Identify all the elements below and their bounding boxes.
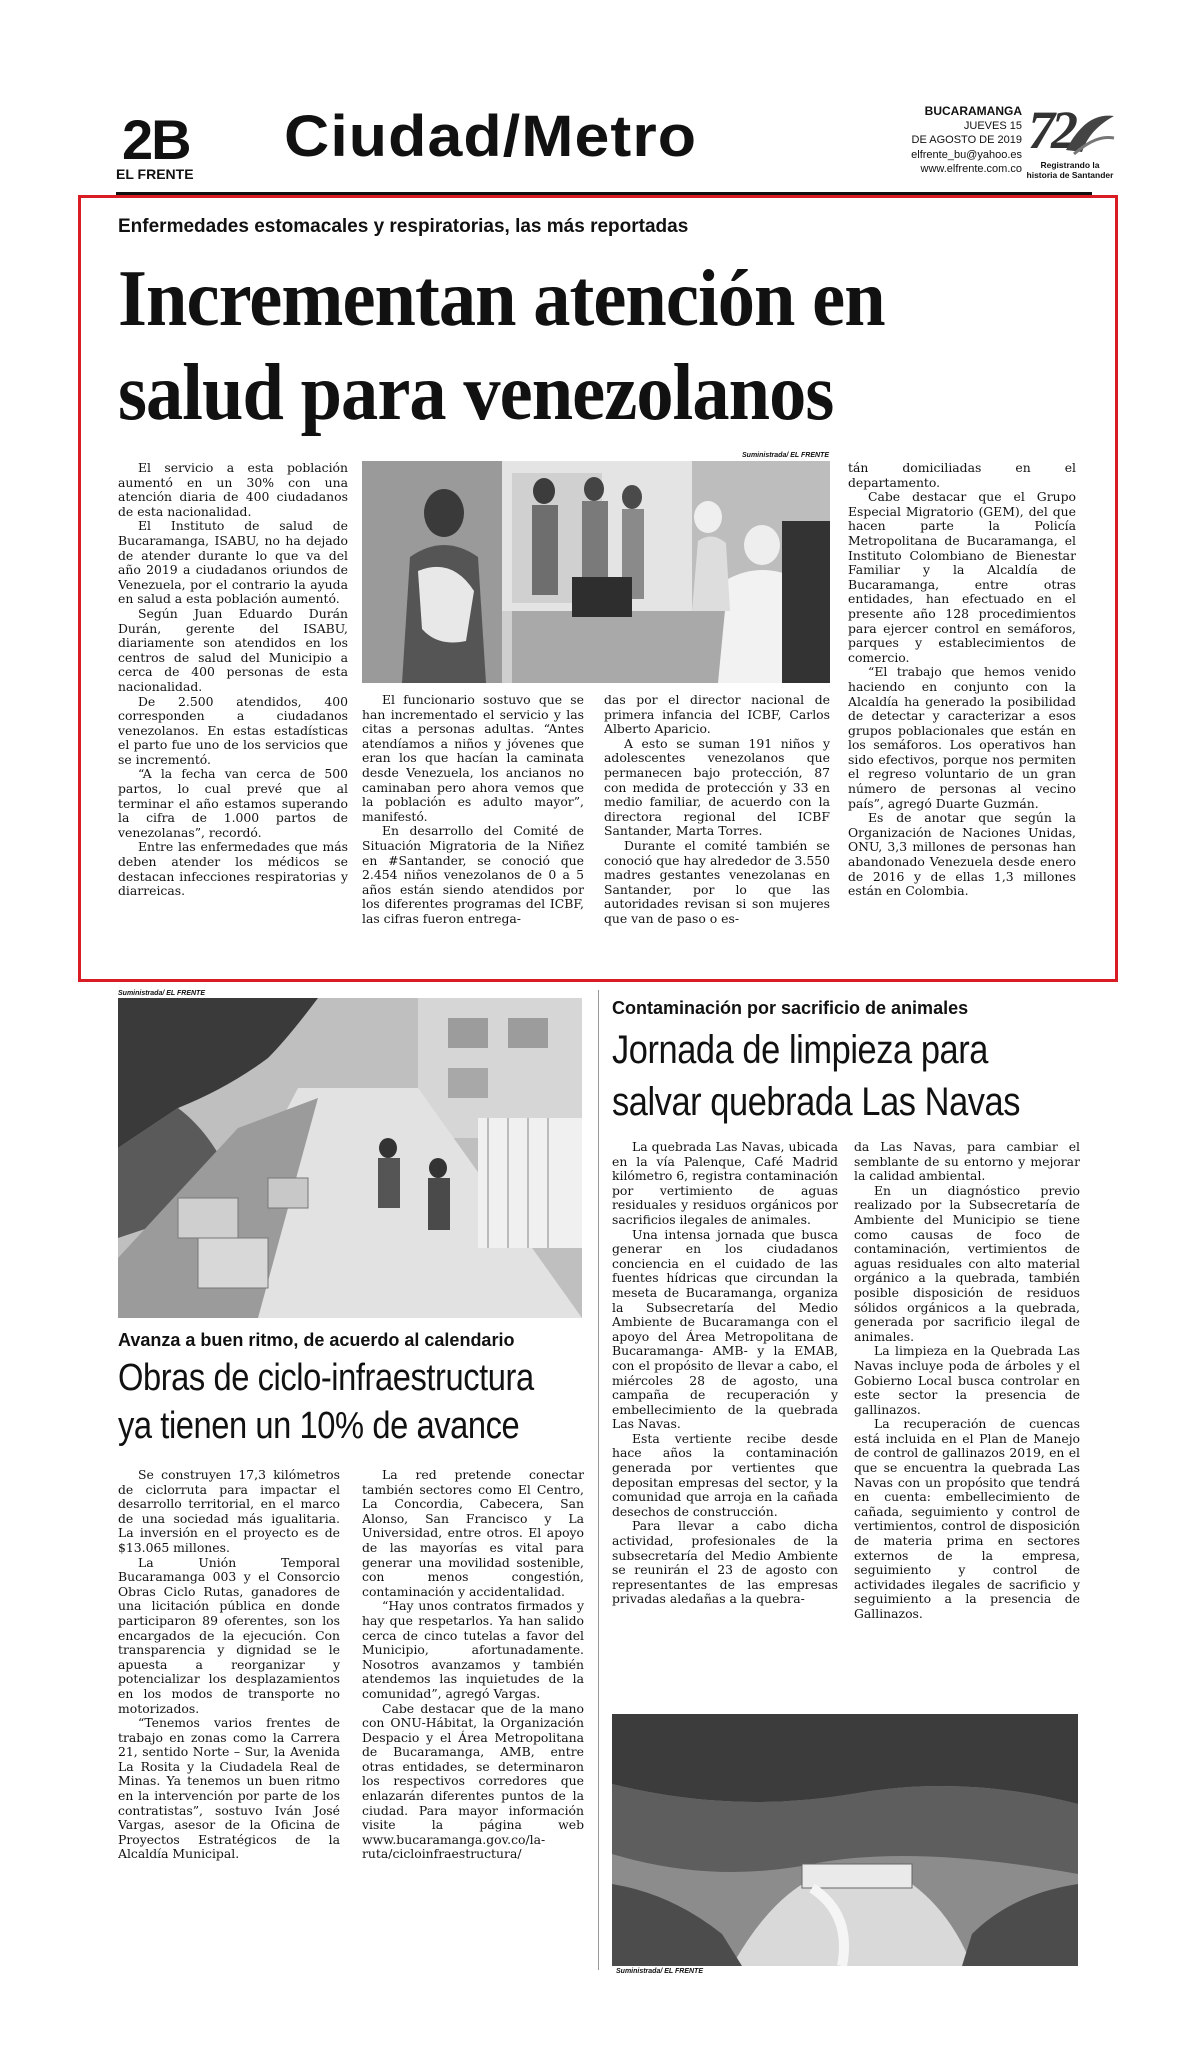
paper-name: EL FRENTE (116, 166, 194, 182)
article1-column-4 (848, 461, 1076, 969)
paragraph: Entre las enfermedades que más deben atender los médicos se destacan infecciones respiratorias y diarreicas. (118, 839, 348, 899)
article3-headline-line2: salvar quebrada Las Navas (612, 1080, 1021, 1124)
article3-column-2 (854, 1140, 1080, 1700)
paragraph: “Hay unos contratos firmados y hay que respetarlos. Ya han salido cerca de cinco tutelas a favor del Municipio, afortunadamente. Nosotros avanzamos y también atendemos las inquietudes de la comunidad”, agregó Vargas. (362, 1598, 584, 1701)
column-divider (598, 990, 599, 1970)
paragraph: Para llevar a cabo dicha actividad, profesionales de la subsecretaría del Medio Ambiente se reunirán el 23 de agosto con representantes de las empresas privadas aledañas a la quebra- (612, 1518, 838, 1607)
masthead-date-day: JUEVES 15 (963, 119, 1022, 132)
paragraph: De 2.500 atendidos, 400 corresponden a ciudadanos venezolanos. En estas estadísticas el parto fue uno de los servicios que se incrementó. (118, 693, 348, 767)
article1-photo (362, 461, 830, 683)
logo-mark: 72 (1028, 100, 1074, 160)
article3-photo (612, 1714, 1078, 1966)
paragraph: Una intensa jornada que busca generar en los ciudadanos conciencia en el cuidado de las fuentes hídricas que circundan la meseta de Bucaramanga, organiza la Subsecretaría del Medio Ambiente de Bucaramanga con el apoyo del Área Metropolitana de Bucaramanga- AMB- y la EMAB, con el propósito de llevar a cabo, el miércoles 28 de agosto, una campaña de recuperación y embellecimiento de la quebrada Las Navas. (612, 1226, 838, 1432)
article3-column-1 (612, 1140, 838, 1700)
paragraph: Según Juan Eduardo Durán Durán, gerente del ISABU, diariamente son atendidos en los centros de salud del Municipio a cerca de 400 personas de esta nacionalidad. (118, 605, 348, 694)
masthead-email[interactable]: elfrente_bu@yahoo.es (911, 148, 1022, 161)
masthead-date: DE AGOSTO DE 2019 (911, 134, 1022, 146)
article1-photo-credit: Suministrada/ EL FRENTE (742, 452, 829, 459)
article3-headline-line1: Jornada de limpieza para (612, 1028, 988, 1072)
article1-kicker: Enfermedades estomacales y respiratorias, las más reportadas (118, 216, 689, 237)
paragraph: Durante el comité también se conoció que hay alrededor de 3.550 madres gestantes venezolanas en Santander, por lo que las autoridades revisan si son mujeres que van de paso o es- (604, 837, 830, 926)
article3-kicker: Contaminación por sacrificio de animales (612, 998, 969, 1018)
masthead-city: BUCARAMANGA (924, 104, 1022, 118)
page-number: 2B (122, 108, 190, 171)
paragraph: La quebrada Las Navas, ubicada en la vía Palenque, Café Madrid kilómetro 6, registra contaminación por vertimiento de aguas residuales y residuos orgánicos por sacrificios ilegales de animales. (612, 1140, 838, 1227)
section-title: Ciudad/Metro (284, 104, 698, 169)
logo-swoosh-icon (1064, 110, 1116, 156)
article2-column-1 (118, 1468, 340, 1966)
paragraph: Cabe destacar que el Grupo Especial Migratorio (GEM), del que hacen parte la Policía Metropolitana de Bucaramanga, el Instituto Colombiano de Bienestar Familiar y la Alcaldía de Bucaramanga, entre otras entidades, han efectuado en el presente año 128 procedimientos para ejercer control en semáforos, parques y establecimientos de comercio. (848, 489, 1076, 665)
article2-photo-credit: Suministrada/ EL FRENTE (118, 990, 205, 997)
paragraph: La limpieza en la Quebrada Las Navas incluye poda de árboles y el Gobierno Local busca controlar en este sector la presencia de gallinazos. (854, 1343, 1080, 1417)
article2-photo (118, 998, 582, 1318)
paragraph: La red pretende conectar también sectores como El Centro, La Concordia, Cabecera, San Alonso, San Francisco y La Universidad, entre otros. El apoyo de las mayorías es vital para generar una movilidad sostenible, con menos congestión, contaminación y accidentalidad. (362, 1468, 584, 1599)
article2-headline-line2: ya tienen un 10% de avance (118, 1405, 520, 1447)
paragraph: Se construyen 17,3 kilómetros de ciclorruta para impactar el desarrollo territorial, en el marco de una sociedad más igualitaria. La inversión en el proyecto es de $13.065 millones. (118, 1468, 340, 1555)
article1-column-1 (118, 461, 348, 969)
article3-photo-credit: Suministrada/ EL FRENTE (616, 1968, 703, 1975)
masthead-info (860, 104, 1022, 177)
article2-kicker: Avanza a buen ritmo, de acuerdo al calendario (118, 1330, 515, 1350)
paragraph: La recuperación de cuencas está incluida en el Plan de Manejo de control de gallinazos 2019, en el que se encuentra la quebrada Las Navas con un propósito que tendrá en cuenta: embellecimiento de cañada, seguimiento y control de vertimientos, control de disposición de materia prima en sectores externos de la empresa, seguimiento y control de actividades ilegales de sacrificio y seguimiento a la presencia de Gallinazos. (854, 1416, 1080, 1621)
paragraph: “El trabajo que hemos venido haciendo en conjunto con la Alcaldía ha generado la posibilidad de detectar y caracterizar a esos grupos poblacionales que están en los semáforos. Los operativos han sido efectivos, porque nos permiten el regreso voluntario de un gran número de personas al vecino país”, agregó Duarte Guzmán. (848, 664, 1076, 811)
paragraph: da Las Navas, para cambiar el semblante de su entorno y mejorar la calidad ambiental. (854, 1140, 1080, 1184)
paragraph: El servicio a esta población aumentó en un 30% con una atención diaria de 400 ciudadanos de esta nacionalidad. (118, 461, 348, 519)
paragraph: En un diagnóstico previo realizado por la Subsecretaría de Ambiente del Municipio se tiene como causas de foco de contaminación, vertimientos de aguas residuales con alto material orgánico a la quebrada, también posible disposición de residuos sólidos orgánicos a la quebrada, generada por sacrificio ilegal de animales. (854, 1182, 1080, 1344)
paragraph: “Tenemos varios frentes de trabajo en zonas como la Carrera 21, sentido Norte – Sur, la Avenida La Rosita y la Ciudadela Real de Minas. Ya tenemos un buen ritmo en la intervención por parte de los contratistas”, sostuvo Iván José Vargas, asesor de la Oficina de Proyectos Estratégicos de la Alcaldía Municipal. (118, 1715, 340, 1862)
paragraph: tán domiciliadas en el departamento. (848, 461, 1076, 490)
article3-headline (612, 1024, 1076, 1128)
paragraph: El Instituto de salud de Bucaramanga, ISABU, no ha dejado de atender durante lo que va del año 2019 a ciudadanos oriundos de Venezuela, por el contrario la ayuda en salud a esta población aumentó. (118, 518, 348, 607)
article2-headline-line1: Obras de ciclo-infraestructura (118, 1357, 534, 1399)
paragraph: Esta vertiente recibe desde hace años la contaminación generada por vertientes que depositan empresas del sector, y la comunidad que arroja en la cañada desechos de construcción. (612, 1430, 838, 1519)
paragraph: “A la fecha van cerca de 500 partos, lo cual prevé que al terminar el año estamos superando la cifra de 1.000 partos de venezolanas”, recordó. (118, 766, 348, 840)
article2-column-2 (362, 1468, 584, 1966)
article1-column-2 (362, 693, 584, 969)
paragraph: En desarrollo del Comité de Situación Migratoria de la Niñez en #Santander, se conoció que 2.454 niños venezolanos de 0 a 5 años están siendo atendidos por los diferentes programas del ICBF, las cifras fueron entrega- (362, 823, 584, 926)
paragraph: Cabe destacar que de la mano con ONU-Hábitat, la Organización Despacio y el Área Metropolitana de Bucaramanga, AMB, entre otras entidades, se determinaron los respectivos corredores que enlazarán diferentes puntos de la ciudad. Para mayor información visite la página web www.bucaramanga.gov.co/la-ruta/cicloinfraestructura/ (362, 1700, 584, 1862)
paragraph: das por el director nacional de primera infancia del ICBF, Carlos Alberto Aparicio. (604, 693, 830, 737)
paragraph: Es de anotar que según la Organización de Naciones Unidas, ONU, 3,3 millones de personas han abandonado Venezuela desde enero de 2016 y de ellas 1,3 millones están en Colombia. (848, 810, 1076, 899)
article1-headline-line2: salud para venezolanos (118, 349, 834, 437)
anniversary-logo (1024, 102, 1116, 186)
logo-caption: Registrando la historia de Santander (1026, 160, 1114, 180)
article2-headline (118, 1354, 565, 1450)
paragraph: La Unión Temporal Bucaramanga 003 y el Consorcio Obras Ciclo Rutas, ganadores de una licitación pública en donde participaron 89 oferentes, son los encargados de la ejecución. Con transparencia y dignidad se le apuesta a reorganizar y potencializar los desplazamientos en los modos de transporte no motorizados. (118, 1554, 340, 1716)
article1-headline (118, 252, 1029, 440)
masthead-website[interactable]: www.elfrente.com.co (920, 163, 1022, 175)
article1-headline-line1: Incrementan atención en (118, 255, 885, 343)
paragraph: El funcionario sostuvo que se han incrementado el servicio y las citas a personas adultas. “Antes atendíamos a niños y jóvenes que eran los que hacían la caminata desde Venezuela, los ancianos no caminaban pero ahora vemos que la población es adulto mayor”, manifestó. (362, 693, 584, 824)
paragraph: A esto se suman 191 niños y adolescentes venezolanos que permanecen bajo protección, 87 con medida de protección y 33 en medio familiar, de acuerdo con la directora regional del ICBF Santander, Marta Torres. (604, 735, 830, 839)
article1-column-3 (604, 693, 830, 969)
